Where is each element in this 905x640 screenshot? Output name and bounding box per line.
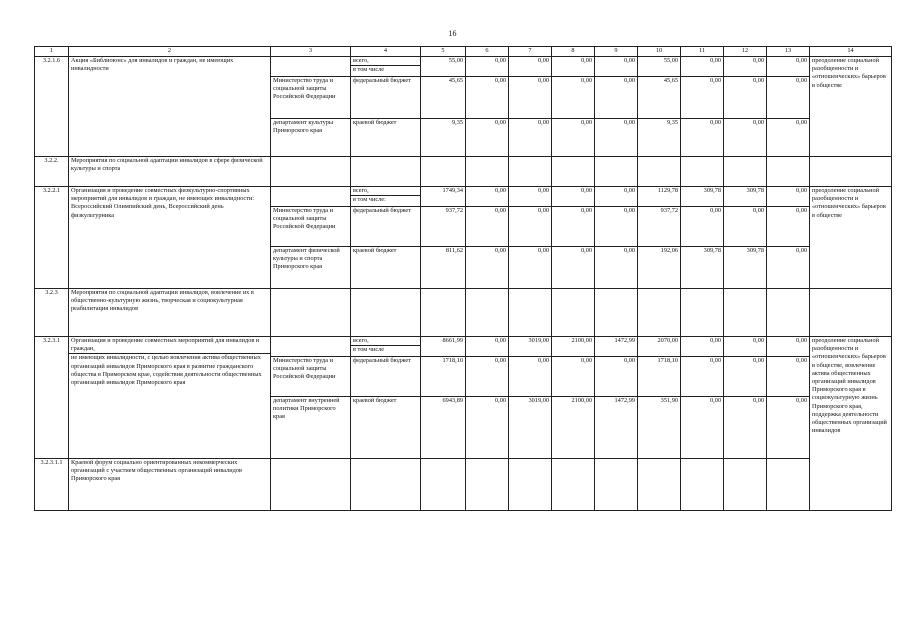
value-cell: 0,00 bbox=[466, 77, 509, 119]
value-cell: 0,00 bbox=[595, 119, 638, 157]
col-header: 6 bbox=[466, 47, 509, 57]
value-cell: 0,00 bbox=[724, 77, 767, 119]
value-cell: 0,00 bbox=[595, 57, 638, 77]
source-cell bbox=[271, 187, 351, 207]
value-cell: 3019,00 bbox=[509, 397, 552, 459]
value-cell: 0,00 bbox=[724, 57, 767, 77]
result-cell: преодоление социальной разобщенности и «отношенческих» барьеров в обществе bbox=[810, 187, 892, 289]
value-cell: 0,00 bbox=[767, 397, 810, 459]
source-cell: департамент культуры Приморского края bbox=[271, 119, 351, 157]
value-cell: 55,00 bbox=[421, 57, 466, 77]
value-cell: 937,72 bbox=[421, 207, 466, 247]
fund-cell: федеральный бюджет bbox=[351, 77, 421, 119]
value-cell: 45,65 bbox=[638, 77, 681, 119]
value-cell: 2100,00 bbox=[552, 337, 595, 357]
result-cell: преодоление социальной разобщенности и «отношенческих» барьеров в обществе bbox=[810, 57, 892, 157]
value-cell: 0,00 bbox=[466, 187, 509, 207]
value-cell: 0,00 bbox=[509, 207, 552, 247]
row-code: 3.2.3 bbox=[35, 289, 69, 337]
value-cell: 1718,10 bbox=[421, 357, 466, 397]
col-header: 1 bbox=[35, 47, 69, 57]
value-cell: 0,00 bbox=[509, 187, 552, 207]
table-row bbox=[35, 187, 892, 207]
value-cell: 0,00 bbox=[552, 119, 595, 157]
value-cell: 0,00 bbox=[595, 247, 638, 289]
col-header: 4 bbox=[351, 47, 421, 57]
value-cell: 0,00 bbox=[767, 119, 810, 157]
row-name: Краевой форум социально ориентированных некоммерческих организаций с участием общественных организаций инвалидов Приморского края bbox=[69, 459, 271, 511]
value-cell: 8661,99 bbox=[421, 337, 466, 357]
fund-cell: федеральный бюджет bbox=[351, 357, 421, 397]
fund-cell: федеральный бюджет bbox=[351, 207, 421, 247]
value-cell: 0,00 bbox=[552, 57, 595, 77]
col-header: 14 bbox=[810, 47, 892, 57]
value-cell: 0,00 bbox=[466, 337, 509, 357]
value-cell: 0,00 bbox=[767, 357, 810, 397]
value-cell: 0,00 bbox=[509, 77, 552, 119]
value-cell: 0,00 bbox=[595, 77, 638, 119]
value-cell: 1718,10 bbox=[638, 357, 681, 397]
fund-cell: краевой бюджет bbox=[351, 247, 421, 289]
value-cell: 9,35 bbox=[421, 119, 466, 157]
value-cell: 0,00 bbox=[724, 397, 767, 459]
value-cell: 0,00 bbox=[466, 57, 509, 77]
value-cell: 0,00 bbox=[552, 357, 595, 397]
col-header: 11 bbox=[681, 47, 724, 57]
table-row bbox=[35, 57, 892, 77]
value-cell: 0,00 bbox=[681, 397, 724, 459]
col-header: 7 bbox=[509, 47, 552, 57]
row-name: Мероприятия по социальной адаптации инвалидов в сфере физической культуры и спорта bbox=[69, 157, 271, 187]
row-code: 3.2.3.1.1 bbox=[35, 459, 69, 511]
value-cell: 0,00 bbox=[595, 357, 638, 397]
value-cell: 0,00 bbox=[767, 57, 810, 77]
page-number: 16 bbox=[448, 29, 457, 38]
value-cell: 0,00 bbox=[466, 397, 509, 459]
value-cell: 0,00 bbox=[509, 357, 552, 397]
source-cell bbox=[271, 57, 351, 77]
value-cell: 0,00 bbox=[509, 247, 552, 289]
value-cell: 0,00 bbox=[681, 119, 724, 157]
table-row bbox=[35, 337, 892, 357]
value-cell: 0,00 bbox=[466, 207, 509, 247]
value-cell: 0,00 bbox=[595, 187, 638, 207]
value-cell: 351,90 bbox=[638, 397, 681, 459]
value-cell: 0,00 bbox=[595, 207, 638, 247]
col-header: 8 bbox=[552, 47, 595, 57]
fund-cell: всего, в том числе bbox=[351, 337, 421, 357]
row-code: 3.2.2. bbox=[35, 157, 69, 187]
value-cell: 0,00 bbox=[724, 357, 767, 397]
value-cell: 0,00 bbox=[552, 247, 595, 289]
table-row bbox=[35, 157, 892, 187]
source-cell bbox=[271, 337, 351, 357]
value-cell: 0,00 bbox=[767, 247, 810, 289]
source-cell: департамент физической культуры и спорта Приморского края bbox=[271, 247, 351, 289]
fund-cell: краевой бюджет bbox=[351, 119, 421, 157]
value-cell: 0,00 bbox=[681, 77, 724, 119]
value-cell: 0,00 bbox=[509, 57, 552, 77]
value-cell: 9,35 bbox=[638, 119, 681, 157]
value-cell: 0,00 bbox=[552, 77, 595, 119]
fund-cell: всего, в том числе bbox=[351, 57, 421, 77]
value-cell: 0,00 bbox=[681, 357, 724, 397]
value-cell: 1749,34 bbox=[421, 187, 466, 207]
table-row bbox=[35, 289, 892, 337]
value-cell: 0,00 bbox=[681, 57, 724, 77]
value-cell: 0,00 bbox=[767, 207, 810, 247]
value-cell: 0,00 bbox=[724, 337, 767, 357]
row-code: 3.2.3.1 bbox=[35, 337, 69, 459]
fund-cell: всего, в том числе: bbox=[351, 187, 421, 207]
col-header: 10 bbox=[638, 47, 681, 57]
row-name: Организация и проведение совместных мероприятий для инвалидов и граждан, не имеющих инвалидности, с целью вовлечения актива общественных организаций инвалидов Приморского края в развитие гражданского общества в Приморском крае, содействия деятельности общественных организаций инвалидов Приморского края bbox=[69, 337, 271, 459]
value-cell: 0,00 bbox=[767, 187, 810, 207]
col-header: 12 bbox=[724, 47, 767, 57]
header-row bbox=[35, 47, 892, 57]
col-header: 3 bbox=[271, 47, 351, 57]
value-cell: 811,62 bbox=[421, 247, 466, 289]
table-row bbox=[35, 459, 892, 511]
value-cell: 0,00 bbox=[724, 119, 767, 157]
source-cell: департамент внутренней политики Приморского края bbox=[271, 397, 351, 459]
row-code: 3.2.2.1 bbox=[35, 187, 69, 289]
value-cell: 55,00 bbox=[638, 57, 681, 77]
value-cell: 1129,78 bbox=[638, 187, 681, 207]
col-header: 9 bbox=[595, 47, 638, 57]
value-cell: 309,78 bbox=[724, 187, 767, 207]
row-name: Мероприятия по социальной адаптации инвалидов, вовлечение их в общественно-культурную жизнь, творческая и социокультурная реабилитация инвалидов bbox=[69, 289, 271, 337]
value-cell: 2070,00 bbox=[638, 337, 681, 357]
fund-cell: краевой бюджет bbox=[351, 397, 421, 459]
value-cell: 1472,99 bbox=[595, 397, 638, 459]
value-cell: 0,00 bbox=[681, 337, 724, 357]
col-header: 5 bbox=[421, 47, 466, 57]
value-cell: 0,00 bbox=[466, 357, 509, 397]
value-cell: 45,65 bbox=[421, 77, 466, 119]
value-cell: 1472,99 bbox=[595, 337, 638, 357]
value-cell: 0,00 bbox=[552, 207, 595, 247]
value-cell: 0,00 bbox=[724, 207, 767, 247]
source-cell: Министерство труда и социальной защиты Российской Федерации bbox=[271, 77, 351, 119]
budget-table bbox=[34, 46, 892, 511]
value-cell: 3019,00 bbox=[509, 337, 552, 357]
source-cell: Министерство труда и социальной защиты Российской Федерации bbox=[271, 207, 351, 247]
value-cell: 2100,00 bbox=[552, 397, 595, 459]
source-cell: Министерство труда и социальной защиты Российской Федерации bbox=[271, 357, 351, 397]
col-header: 13 bbox=[767, 47, 810, 57]
value-cell: 309,78 bbox=[681, 187, 724, 207]
value-cell: 0,00 bbox=[466, 119, 509, 157]
value-cell: 0,00 bbox=[767, 77, 810, 119]
value-cell: 0,00 bbox=[509, 119, 552, 157]
value-cell: 0,00 bbox=[767, 337, 810, 357]
value-cell: 192,06 bbox=[638, 247, 681, 289]
value-cell: 6943,89 bbox=[421, 397, 466, 459]
value-cell: 309,78 bbox=[724, 247, 767, 289]
value-cell: 0,00 bbox=[466, 247, 509, 289]
row-code: 3.2.1.6 bbox=[35, 57, 69, 157]
value-cell: 0,00 bbox=[681, 207, 724, 247]
col-header: 2 bbox=[69, 47, 271, 57]
value-cell: 309,78 bbox=[681, 247, 724, 289]
result-cell: преодоление социальной разобщенности и «отношенческих» барьеров в обществе, вовлечение актива общественных организаций инвалидов Приморского края в социокультурную жизнь Приморского края, поддержка деятельности общественных организаций инвалидов bbox=[810, 337, 892, 511]
value-cell: 937,72 bbox=[638, 207, 681, 247]
row-name: Организация и проведение совместных физкультурно-спортивных мероприятий для инвалидов и граждан, не имеющих инвалидности: Всероссийский Олимпийский день, Всероссийский день физкультурника bbox=[69, 187, 271, 289]
value-cell: 0,00 bbox=[552, 187, 595, 207]
row-name: Акция «Библиоюнс» для инвалидов и граждан, не имеющих инвалидности bbox=[69, 57, 271, 157]
